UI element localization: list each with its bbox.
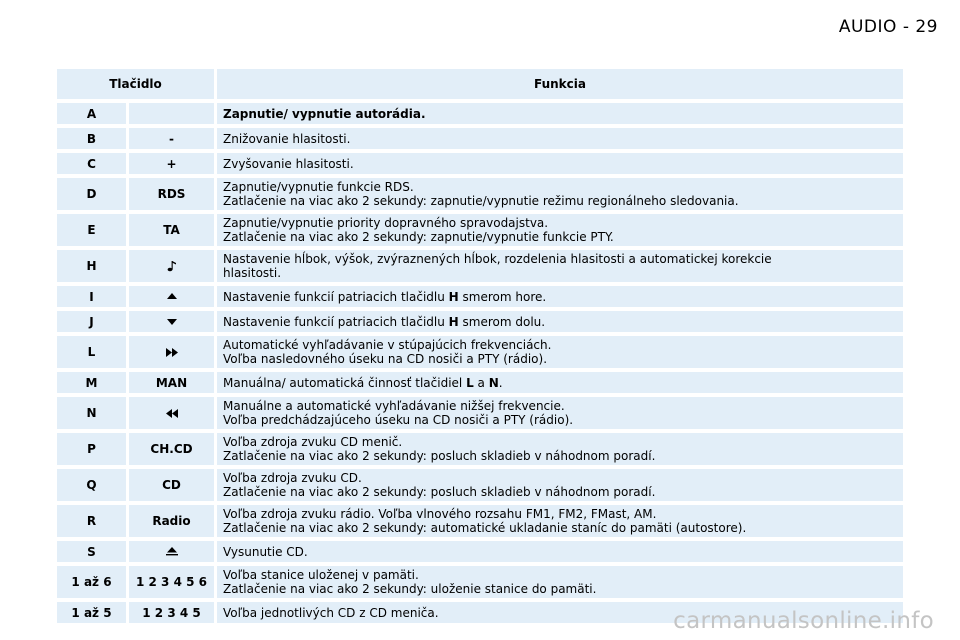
function-line: Voľba stanice uloženej v pamäti. — [223, 568, 419, 582]
row-function — [217, 250, 903, 282]
row-key: E — [57, 214, 126, 246]
rewind-icon — [166, 409, 178, 418]
function-line: Voľba jednotlivých CD z CD meniča. — [223, 605, 439, 620]
row-function — [217, 336, 903, 368]
row-button: 1 2 3 4 5 — [129, 602, 214, 623]
row-function — [217, 178, 903, 210]
row-function — [217, 541, 903, 562]
function-line: Znižovanie hlasitosti. — [223, 131, 351, 146]
row-button — [129, 286, 214, 307]
row-function — [217, 103, 903, 124]
table-header-row — [57, 69, 903, 99]
row-button: TA — [129, 214, 214, 246]
watermark: carmanualsonline.info — [673, 608, 934, 634]
function-bold-text: L — [466, 375, 474, 390]
row-button: RDS — [129, 178, 214, 210]
table-row — [57, 505, 903, 537]
row-button: MAN — [129, 372, 214, 393]
row-button: 1 2 3 4 5 6 — [129, 566, 214, 598]
header-function: Funkcia — [217, 69, 903, 99]
row-key: B — [57, 128, 126, 149]
function-line: Voľba predchádzajúceho úseku na CD nosiči a PTY (rádio). — [223, 413, 574, 427]
function-line: Zatlačenie na viac ako 2 sekundy: uloženie stanice do pamäti. — [223, 582, 597, 596]
row-button — [129, 250, 214, 282]
row-key: P — [57, 433, 126, 465]
table-row — [57, 372, 903, 393]
row-button: CH.CD — [129, 433, 214, 465]
function-line: Zatlačenie na viac ako 2 sekundy: zapnutie/vypnutie režimu regionálneho sledovania. — [223, 194, 739, 208]
table-row — [57, 178, 903, 210]
row-button — [129, 103, 214, 124]
function-line: hlasitosti. — [223, 266, 282, 280]
function-line: Voľba zdroja zvuku CD menič. — [223, 435, 403, 449]
row-key: S — [57, 541, 126, 562]
function-text: Nastavenie funkcií patriacich tlačidlu — [223, 314, 449, 329]
function-line: Manuálne a automatické vyhľadávanie nižšej frekvencie. — [223, 399, 565, 413]
function-text: . — [498, 375, 503, 390]
table-row — [57, 311, 903, 332]
row-function — [217, 153, 903, 174]
row-function — [217, 469, 903, 501]
row-key: N — [57, 397, 126, 429]
row-key: 1 až 5 — [57, 602, 126, 623]
row-key: J — [57, 311, 126, 332]
row-function — [217, 505, 903, 537]
function-line: Voľba nasledovného úseku na CD nosiči a PTY (rádio). — [223, 352, 548, 366]
row-key: A — [57, 103, 126, 124]
header-key: Tlačidlo — [57, 69, 214, 99]
row-function — [217, 311, 903, 332]
function-line: Zapnutie/vypnutie funkcie RDS. — [223, 180, 414, 194]
function-line: Zvyšovanie hlasitosti. — [223, 156, 354, 171]
function-line: Zatlačenie na viac ako 2 sekundy: zapnutie/vypnutie funkcie PTY. — [223, 230, 614, 244]
music-note-icon — [167, 260, 177, 272]
function-text: a — [473, 375, 489, 390]
row-function — [217, 397, 903, 429]
function-line: Voľba zdroja zvuku rádio. Voľba vlnového rozsahu FM1, FM2, FMast, AM. — [223, 507, 657, 521]
row-button — [129, 311, 214, 332]
row-key: R — [57, 505, 126, 537]
table-row — [57, 541, 903, 562]
row-key: H — [57, 250, 126, 282]
row-button: - — [129, 128, 214, 149]
row-key: C — [57, 153, 126, 174]
function-text: Nastavenie funkcií patriacich tlačidlu — [223, 289, 449, 304]
row-button: Radio — [129, 505, 214, 537]
row-function — [217, 372, 903, 393]
function-line: Zapnutie/ vypnutie autorádia. — [223, 106, 426, 121]
row-button — [129, 541, 214, 562]
function-line: Zatlačenie na viac ako 2 sekundy: posluch skladieb v náhodnom poradí. — [223, 449, 656, 463]
function-line: Vysunutie CD. — [223, 544, 308, 559]
row-function — [217, 433, 903, 465]
function-line: Zapnutie/vypnutie priority dopravného spravodajstva. — [223, 216, 549, 230]
row-key: D — [57, 178, 126, 210]
table-row — [57, 153, 903, 174]
eject-icon — [166, 547, 178, 556]
function-table — [57, 69, 903, 627]
function-line: Nastavenie hĺbok, výšok, zvýraznených hĺbok, rozdelenia hlasitosti a automatickej korekcie — [223, 252, 772, 266]
row-key: M — [57, 372, 126, 393]
row-key: Q — [57, 469, 126, 501]
table-row — [57, 566, 903, 598]
function-text: smerom dolu. — [458, 314, 546, 329]
arrow-down-icon — [167, 318, 177, 325]
function-bold-text: N — [488, 375, 499, 390]
row-function — [217, 214, 903, 246]
fast-forward-icon — [166, 348, 178, 357]
table-row — [57, 103, 903, 124]
table-row — [57, 286, 903, 307]
page-header: AUDIO - 29 — [838, 17, 938, 37]
row-key: I — [57, 286, 126, 307]
table-row — [57, 397, 903, 429]
table-row — [57, 469, 903, 501]
row-button — [129, 397, 214, 429]
function-line: Zatlačenie na viac ako 2 sekundy: automatické ukladanie staníc do pamäti (autostore). — [223, 521, 747, 535]
function-text: smerom hore. — [458, 289, 547, 304]
table-row — [57, 336, 903, 368]
table-row — [57, 433, 903, 465]
row-button: CD — [129, 469, 214, 501]
function-bold-text: H — [448, 289, 459, 304]
row-key: 1 až 6 — [57, 566, 126, 598]
function-text: Manuálna/ automatická činnosť tlačidiel — [223, 375, 467, 390]
row-button: + — [129, 153, 214, 174]
table-row — [57, 128, 903, 149]
function-line: Automatické vyhľadávanie v stúpajúcich frekvenciách. — [223, 338, 552, 352]
function-line: Voľba zdroja zvuku CD. — [223, 471, 362, 485]
arrow-up-icon — [167, 293, 177, 300]
function-bold-text: H — [448, 314, 459, 329]
row-function — [217, 566, 903, 598]
row-function — [217, 128, 903, 149]
table-row — [57, 214, 903, 246]
row-key: L — [57, 336, 126, 368]
table-row — [57, 250, 903, 282]
row-function — [217, 286, 903, 307]
function-line: Zatlačenie na viac ako 2 sekundy: posluch skladieb v náhodnom poradí. — [223, 485, 656, 499]
row-button — [129, 336, 214, 368]
